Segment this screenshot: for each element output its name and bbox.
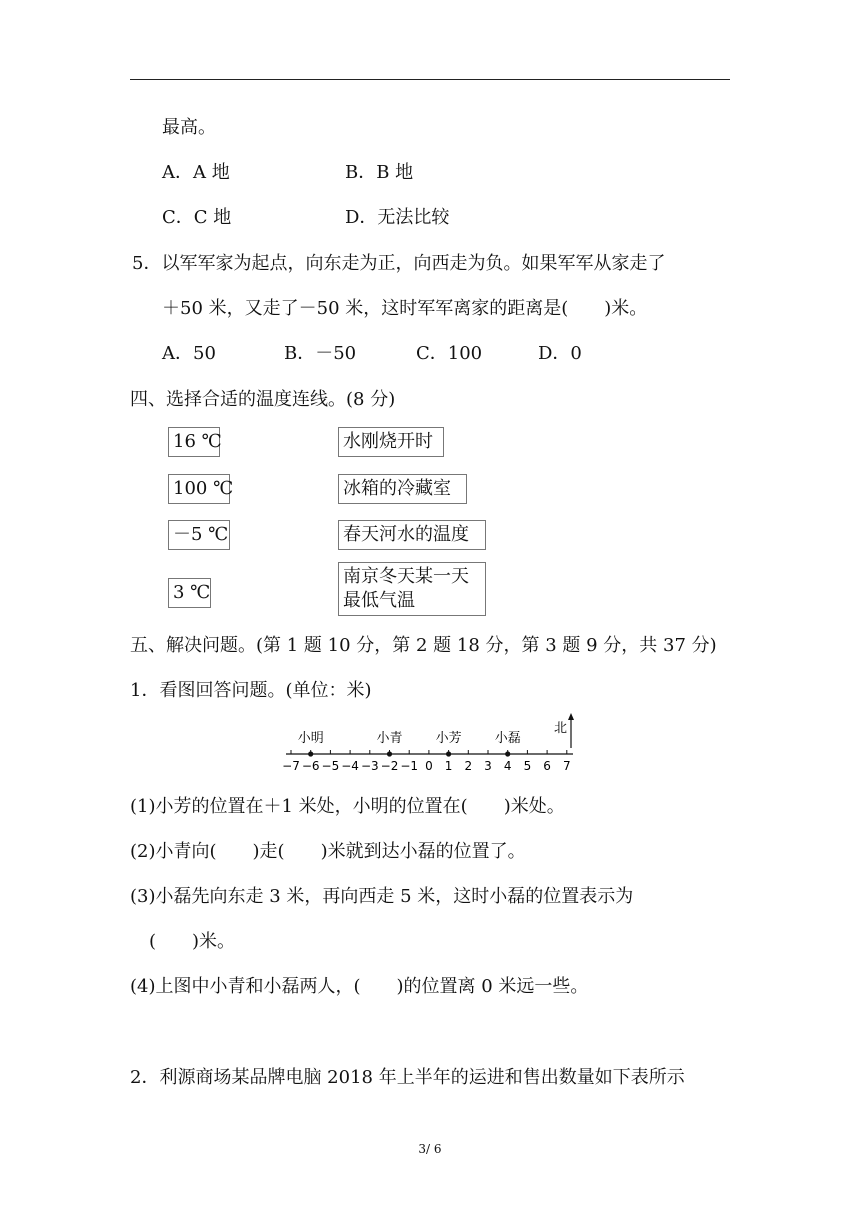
temp-box-100: 100 ℃ bbox=[168, 474, 230, 504]
section5-title: 五、解决问题。(第 1 题 10 分，第 2 题 18 分，第 3 题 9 分，共 37 分) bbox=[130, 635, 717, 656]
p1-q1: (1)小芳的位置在＋1 米处，小明的位置在( )米处。 bbox=[130, 796, 565, 817]
tick-label: −1 bbox=[400, 759, 419, 773]
desc-box-spring-river: 春天河水的温度 bbox=[338, 520, 486, 550]
q5-line2: ＋50 米，又走了－50 米，这时军军离家的距离是( )米。 bbox=[162, 298, 648, 319]
q5-option-d: D．0 bbox=[538, 343, 582, 364]
tick-label: 3 bbox=[484, 759, 492, 773]
p1-title: 1．看图回答问题。(单位：米) bbox=[130, 680, 372, 701]
tick-label: 2 bbox=[464, 759, 473, 773]
tick-label: −3 bbox=[360, 759, 379, 773]
tick-label: 1 bbox=[444, 759, 453, 773]
tick-label: −2 bbox=[380, 759, 399, 773]
q4-option-d: D．无法比较 bbox=[345, 207, 450, 228]
q4-tail: 最高。 bbox=[162, 117, 216, 138]
q5-option-c: C．100 bbox=[416, 343, 483, 364]
tick-label: 4 bbox=[503, 759, 512, 773]
desc-box-nanjing-winter bbox=[338, 562, 486, 616]
person-label: 小青 bbox=[376, 731, 403, 746]
q5-line1: 5．以军军家为起点，向东走为正，向西走为负。如果军军从家走了 bbox=[132, 253, 666, 274]
p1-q3-line2: ( )米。 bbox=[149, 931, 236, 952]
person-label: 小明 bbox=[297, 731, 324, 746]
tick-label: −6 bbox=[301, 759, 320, 773]
tick-label: 6 bbox=[543, 759, 551, 773]
north-arrow bbox=[554, 713, 574, 748]
section4-title: 四、选择合适的温度连线。(8 分) bbox=[130, 389, 396, 410]
p1-q4: (4)上图中小青和小磊两人，( )的位置离 0 米远一些。 bbox=[130, 976, 589, 997]
desc-box-boiling: 水刚烧开时 bbox=[338, 427, 444, 457]
tick-label: 5 bbox=[523, 759, 532, 773]
q5-option-a: A．50 bbox=[162, 343, 216, 364]
q4-option-c: C．C 地 bbox=[162, 207, 232, 228]
page-number: 3/ 6 bbox=[418, 1142, 442, 1156]
north-label: 北 bbox=[554, 721, 568, 736]
q4-option-a: A．A 地 bbox=[162, 162, 230, 183]
temp-box-16: 16 ℃ bbox=[168, 427, 220, 457]
p2-line: 2．利源商场某品牌电脑 2018 年上半年的运进和售出数量如下表所示 bbox=[130, 1067, 685, 1088]
person-label: 小磊 bbox=[494, 731, 521, 746]
tick-label: 0 bbox=[425, 759, 433, 773]
desc-box-nanjing-line1: 南京冬天某一天 bbox=[343, 566, 469, 587]
tick-label: −5 bbox=[321, 759, 340, 773]
desc-box-nanjing-line2: 最低气温 bbox=[343, 590, 415, 611]
header-rule bbox=[130, 79, 730, 80]
p1-q2: (2)小青向( )走( )米就到达小磊的位置了。 bbox=[130, 841, 526, 862]
q4-option-b: B．B 地 bbox=[345, 162, 414, 183]
q5-option-b: B．－50 bbox=[284, 343, 357, 364]
p1-q3-line1: (3)小磊先向东走 3 米，再向西走 5 米，这时小磊的位置表示为 bbox=[130, 886, 634, 907]
tick-label: 7 bbox=[562, 759, 571, 773]
desc-box-fridge: 冰箱的冷藏室 bbox=[338, 474, 467, 504]
temp-box-minus5: －5 ℃ bbox=[168, 520, 230, 550]
tick-label: −7 bbox=[282, 759, 300, 773]
person-label: 小芳 bbox=[435, 731, 462, 746]
number-line-figure bbox=[280, 712, 580, 782]
tick-label: −4 bbox=[341, 759, 359, 773]
temp-box-3: 3 ℃ bbox=[168, 578, 211, 608]
